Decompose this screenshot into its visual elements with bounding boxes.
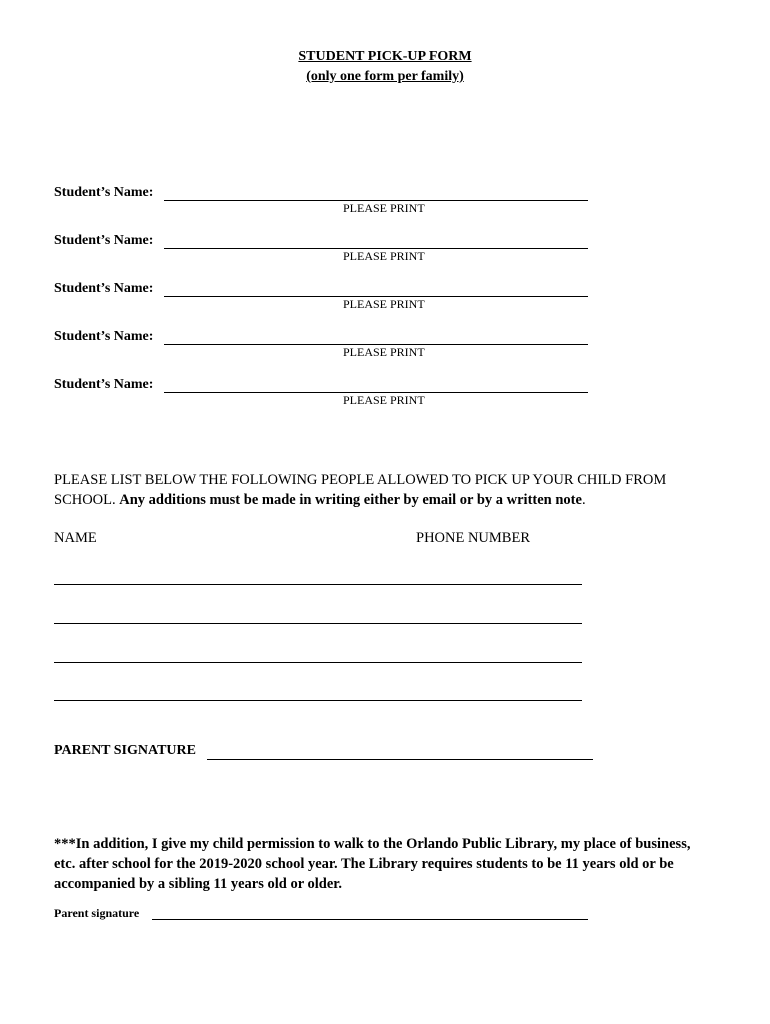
permission-statement: ***In addition, I give my child permission to walk to the Orlando Public Library, my place of business, etc. after school for the 2019-2020 school year. The Library requires students to be 11 years old or be accompanied by a sibling 11 years old or older.	[54, 836, 691, 892]
form-title: STUDENT PICK-UP FORM	[298, 49, 472, 64]
pickup-person-line[interactable]	[54, 584, 582, 585]
parent-signature-field[interactable]	[207, 759, 593, 760]
form-subtitle: (only one form per family)	[306, 69, 464, 84]
student-name-label: Student’s Name:	[54, 377, 154, 392]
name-column-header: NAME	[54, 530, 97, 546]
please-print-hint: PLEASE PRINT	[343, 345, 425, 359]
student-name-label: Student’s Name:	[54, 329, 154, 344]
please-print-hint: PLEASE PRINT	[343, 201, 425, 215]
pickup-person-line[interactable]	[54, 662, 582, 663]
parent-signature-label: PARENT SIGNATURE	[54, 743, 196, 758]
please-print-hint: PLEASE PRINT	[343, 297, 425, 311]
please-print-hint: PLEASE PRINT	[343, 249, 425, 263]
student-name-label: Student’s Name:	[54, 185, 154, 200]
pickup-person-line[interactable]	[54, 623, 582, 624]
student-name-label: Student’s Name:	[54, 233, 154, 248]
pickup-intro-text: PLEASE LIST BELOW THE FOLLOWING PEOPLE ALLOWED TO PICK UP YOUR CHILD FROM SCHOOL.	[54, 472, 667, 508]
student-name-label: Student’s Name:	[54, 281, 154, 296]
permission-signature-label: Parent signature	[54, 906, 140, 920]
phone-column-header: PHONE NUMBER	[416, 530, 530, 546]
permission-signature-field[interactable]	[152, 919, 588, 920]
pickup-instructions	[54, 470, 714, 510]
pickup-intro-end: .	[581, 492, 586, 508]
pickup-person-line[interactable]	[54, 700, 582, 701]
pickup-intro-bold: Any additions must be made in writing either by email or by a written note	[119, 492, 582, 508]
please-print-hint: PLEASE PRINT	[343, 393, 425, 407]
